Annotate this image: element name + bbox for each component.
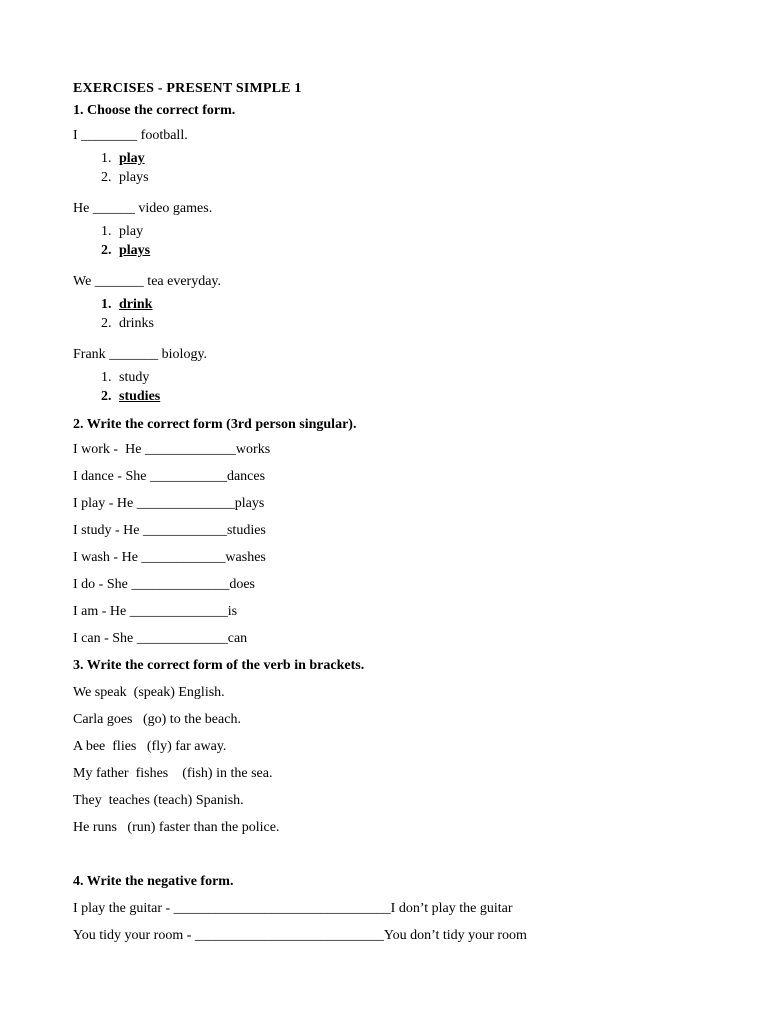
exercise-1-heading: 1. Choose the correct form.: [73, 103, 236, 118]
correct-answer: play: [119, 151, 145, 166]
ex1-options: [73, 149, 713, 187]
ex1-question: I ________ football.: [73, 128, 188, 143]
ex1-question: Frank _______ biology.: [73, 347, 208, 362]
ex2-line: I study - He ____________studies: [73, 523, 266, 538]
ex4-line: I play the guitar - _______________________________I don’t play the guitar: [73, 901, 513, 916]
ex3-line: We speak (speak) English.: [73, 685, 225, 700]
ex3-line: He runs (run) faster than the police.: [73, 820, 280, 835]
option-item: 2. plays: [101, 243, 151, 258]
exercise-3-heading: 3. Write the correct form of the verb in brackets.: [73, 658, 365, 673]
option-item: 1. play: [101, 224, 144, 239]
ex3-line: Carla goes (go) to the beach.: [73, 712, 241, 727]
exercise-4-heading: 4. Write the negative form.: [73, 874, 234, 889]
correct-answer: studies: [119, 389, 161, 404]
ex1-question: We _______ tea everyday.: [73, 274, 222, 289]
option-item: 1. play: [101, 151, 145, 166]
ex2-line: I am - He ______________is: [73, 604, 238, 619]
ex2-line: I can - She _____________can: [73, 631, 248, 646]
ex2-line: I play - He ______________plays: [73, 496, 265, 511]
ex2-line: I do - She ______________does: [73, 577, 255, 592]
option-item: 1. study: [101, 370, 150, 385]
correct-answer: plays: [119, 243, 151, 258]
ex1-options: [73, 368, 713, 406]
option-item: 2. studies: [101, 389, 161, 404]
option-item: 2. plays: [101, 170, 149, 185]
ex1-question: He ______ video games.: [73, 201, 213, 216]
ex1-options: [73, 295, 713, 333]
exercise-2-heading: 2. Write the correct form (3rd person singular).: [73, 417, 357, 432]
page-title: EXERCISES - PRESENT SIMPLE 1: [73, 81, 302, 96]
ex1-options: [73, 222, 713, 260]
option-item: 1. drink: [101, 297, 153, 312]
correct-answer: drink: [119, 297, 153, 312]
ex3-line: A bee flies (fly) far away.: [73, 739, 227, 754]
ex2-line: I wash - He ____________washes: [73, 550, 266, 565]
ex2-line: I work - He _____________works: [73, 442, 271, 457]
ex4-line: You tidy your room - ___________________________You don’t tidy your room: [73, 928, 527, 943]
ex2-line: I dance - She ___________dances: [73, 469, 266, 484]
ex3-line: They teaches (teach) Spanish.: [73, 793, 244, 808]
option-item: 2. drinks: [101, 316, 154, 331]
worksheet: [73, 78, 713, 949]
ex3-line: My father fishes (fish) in the sea.: [73, 766, 273, 781]
